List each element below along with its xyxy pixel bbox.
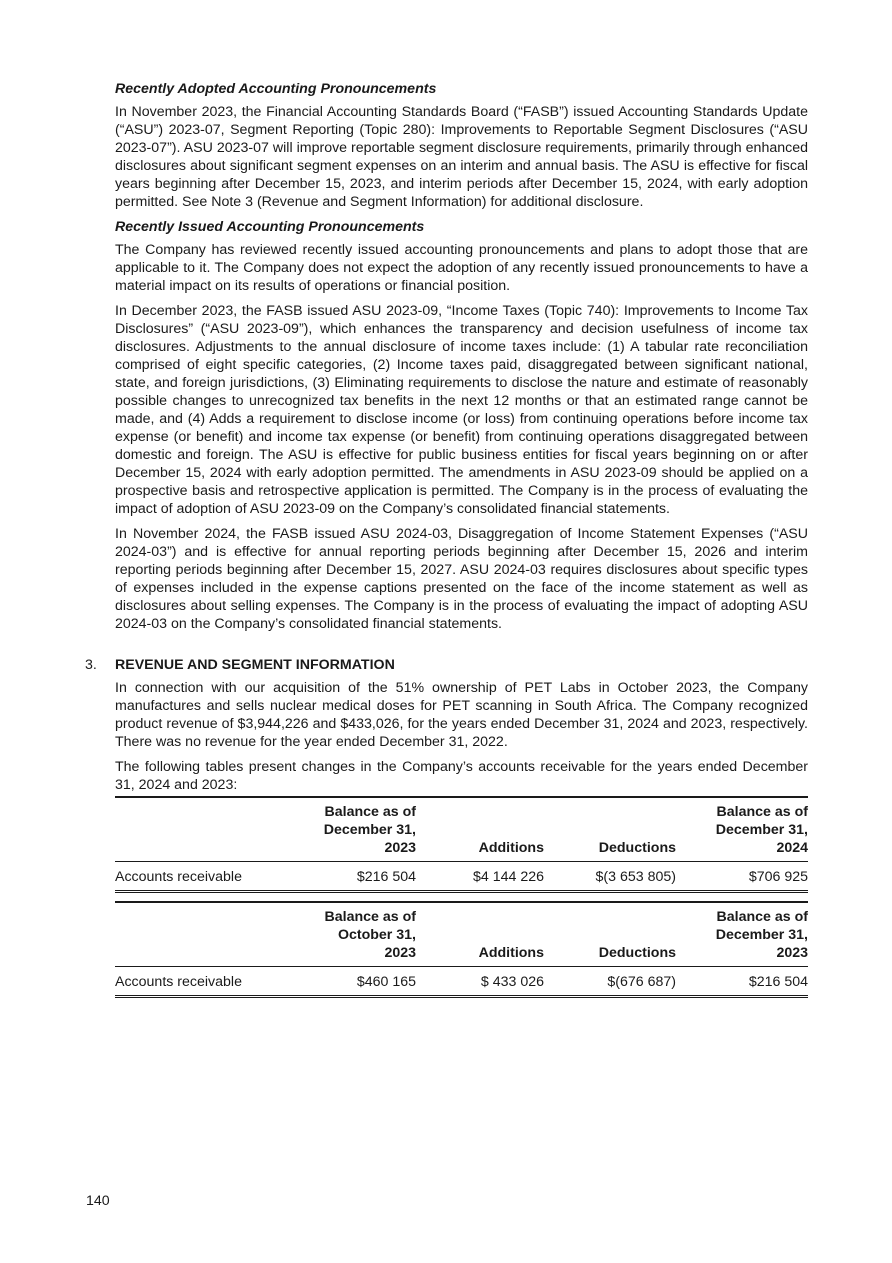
section-title: REVENUE AND SEGMENT INFORMATION (115, 657, 395, 673)
table-cell: $ 433 026 (480, 974, 544, 990)
hdr-opening-2: Balance as of October 31, 2023 (324, 909, 416, 961)
revenue-paragraph: The following tables present changes in the Company’s accounts receivable for the years ended December 31, 2024 and 2023: (115, 759, 808, 793)
table-header-row (115, 797, 808, 862)
issued-paragraph: The Company has reviewed recently issued accounting pronouncements and plans to adopt those that are applicable to it. The Company does not expect the adoption of any recently issued pronouncements to have a material impact on its results of operations or financial position. (115, 242, 808, 294)
table-cell: Accounts receivable (115, 974, 242, 990)
table-header-cell (115, 797, 315, 862)
issued-heading: Recently Issued Accounting Pronouncements (115, 219, 425, 235)
accounts-receivable-table-2024 (115, 796, 808, 893)
table-cell: $(676 687) (607, 974, 676, 990)
accounts-receivable-table-2023 (115, 901, 808, 998)
table-header-row (115, 902, 808, 967)
table-cell: $706 925 (748, 869, 808, 885)
hdr-closing-2: Balance as of December 31, 2023 (715, 909, 808, 961)
section-heading (85, 656, 808, 674)
issued-paragraph: In November 2024, the FASB issued ASU 2024-03, Disaggregation of Income Statement Expenses (“ASU 2024-03”) and is effective for annual reporting periods beginning after December 15, 2026 and interim reporting periods beginning after December 15, 2027. ASU 2024-03 requires disclosures about specific types of expenses included in the expense captions presented on the face of the income statement as well as disclosures about selling expenses. The Company is in the process of evaluating the impact of adopting ASU 2024-03 on the Company’s consolidated financial statements. (115, 526, 808, 632)
table-header-cell: Additions (478, 840, 544, 856)
table-header-cell: Additions (478, 945, 544, 961)
table-header-cell (115, 902, 315, 967)
table-header-cell (676, 902, 808, 967)
page-content (85, 80, 808, 998)
revenue-paragraph: In connection with our acquisition of the 51% ownership of PET Labs in October 2023, the Company manufactures and sells nuclear medical doses for PET scanning in South Africa. The Company recognized product revenue of $3,944,226 and $433,026, for the years ended December 31, 2024 and 2023, respectively. There was no revenue for the year ended December 31, 2022. (115, 680, 808, 750)
table-cell: Accounts receivable (115, 869, 242, 885)
section-number: 3. (85, 657, 97, 673)
adopted-heading: Recently Adopted Accounting Pronouncements (115, 81, 437, 97)
hdr-opening-1: Balance as of December 31, 2023 (323, 804, 416, 856)
table-cell: $216 504 (356, 869, 416, 885)
table-row (115, 967, 808, 997)
table-cell: $4 144 226 (472, 869, 544, 885)
table-cell: $216 504 (748, 974, 808, 990)
table-header-cell: Deductions (598, 945, 676, 961)
table-header-cell (676, 797, 808, 862)
table-header-cell: Deductions (598, 840, 676, 856)
table-row (115, 862, 808, 892)
page-number: 140 (86, 1193, 110, 1209)
issued-paragraph: In December 2023, the FASB issued ASU 2023-09, “Income Taxes (Topic 740): Improvements to Income Tax Disclosures” (“ASU 2023-09”), which enhances the transparency and decision usefulness of income tax disclosures. Adjustments to the annual disclosure of income taxes include: (1) A tabular rate reconciliation comprised of eight specific categories, (2) Income taxes paid, disaggregated between significant national, state, and foreign jurisdictions, (3) Eliminating requirements to disclose the nature and estimate of reasonably possible changes to unrecognized tax benefits in the next 12 months or that an estimated range cannot be made, and (4) Adds a requirement to disclose income (or loss) from continuing operations before income tax expense (or benefit) and income tax expense (or benefit) from continuing operations disaggregated between domestic and foreign. The ASU is effective for public business entities for fiscal years beginning on or after December 15, 2024 with early adoption permitted. The amendments in ASU 2023-09 should be applied on a prospective basis and retrospective application is permitted. The Company is in the process of evaluating the impact of adoption of ASU 2023-09 on the Company’s consolidated financial statements. (115, 303, 808, 517)
adopted-paragraph: In November 2023, the Financial Accounting Standards Board (“FASB”) issued Accounting Standards Update (“ASU”) 2023-07, Segment Reporting (Topic 280): Improvements to Reportable Segment Disclosures (“ASU 2023-07”). ASU 2023-07 will improve reportable segment disclosure requirements, primarily through enhanced disclosures about significant segment expenses on an interim and annual basis. The ASU is effective for fiscal years beginning after December 15, 2023, and interim periods after December 15, 2024, with early adoption permitted. See Note 3 (Revenue and Segment Information) for additional disclosure. (115, 104, 808, 210)
table-cell: $(3 653 805) (595, 869, 676, 885)
table-cell: $460 165 (356, 974, 416, 990)
hdr-closing-1: Balance as of December 31, 2024 (715, 804, 808, 856)
table-header-cell (315, 902, 416, 967)
table-header-cell (315, 797, 416, 862)
